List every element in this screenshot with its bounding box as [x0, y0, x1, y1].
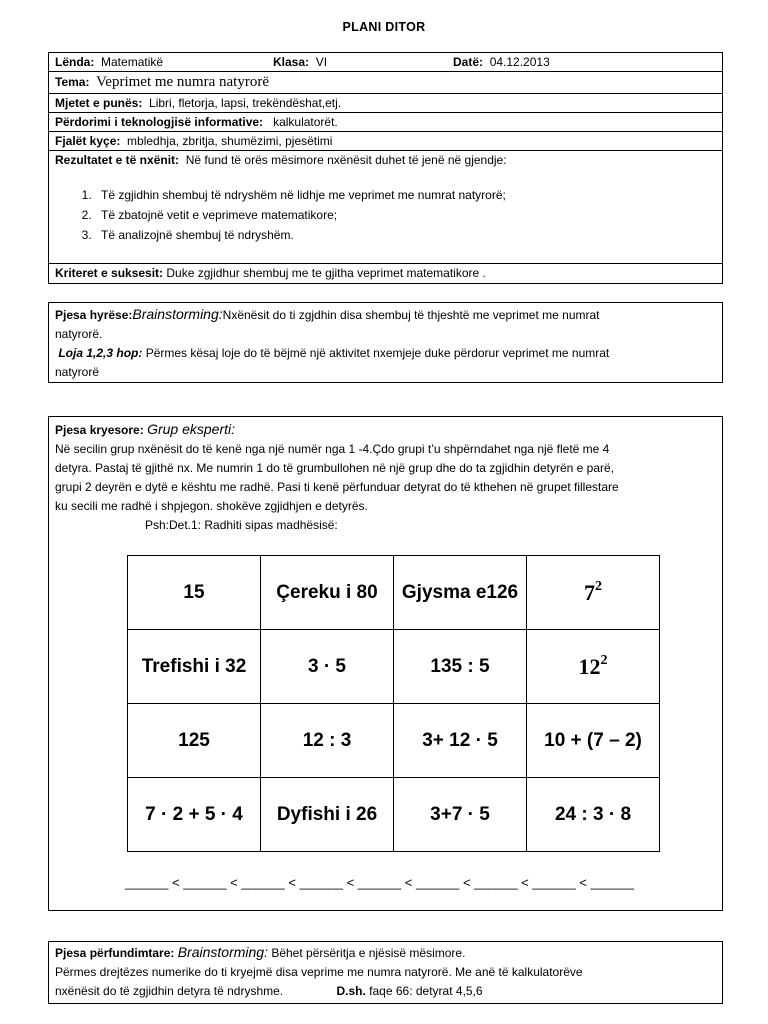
main-label: Pjesa kryesore:	[55, 423, 144, 437]
ordering-blanks: ______ < ______ < ______ < ______ < ______ < ______ < ______ < ______ < ______	[125, 875, 634, 890]
topic-row	[49, 72, 722, 94]
technology-value: kalkulatorët.	[273, 115, 338, 129]
game-line2: natyrorë	[55, 365, 100, 379]
intro-line1: Nxënësit do ti zgjdhin disa shembuj të thjeshtë me veprimet me numrat	[222, 308, 600, 322]
main-line: detyra. Pastaj të gjithë nx. Me numrin 1 do të grumbullohen në një grup dhe do ta zgjidhin detyrën e parë,	[55, 461, 615, 475]
grid-cell: Gjysma e126	[394, 556, 527, 630]
grid-cell: 3+7 · 5	[394, 778, 527, 852]
grid-row	[128, 630, 660, 704]
intro-label: Pjesa hyrëse:	[55, 308, 133, 322]
date-label: Datë:	[453, 55, 484, 69]
topic-label: Tema:	[55, 75, 90, 89]
closing-line3: nxënësit do të zgjidhin detyra të ndryshme.	[55, 984, 284, 998]
technology-row	[49, 113, 722, 132]
power-exponent: 2	[595, 579, 602, 594]
outcomes-value: Në fund të orës mësimore nxënësit duhet të jenë në gjendje:	[185, 153, 507, 167]
main-line: grupi 2 deyrën e dytë e kështu me radhë. Pasi ti kenë përfunduar detyrat do të kthehen në grupet fillestare	[55, 480, 619, 494]
grid-cell: Dyfishi i 26	[261, 778, 394, 852]
grid-cell: 125	[128, 704, 261, 778]
grid-cell: 15	[128, 556, 261, 630]
page-title: PLANI DITOR	[342, 20, 426, 34]
game-label: Loja 1,2,3 hop:	[58, 346, 143, 360]
criteria-row	[49, 264, 722, 284]
info-box	[48, 52, 723, 284]
keywords-row	[49, 132, 722, 151]
criteria-label: Kriteret e suksesit:	[55, 266, 164, 280]
subject-row	[49, 53, 722, 72]
intro-method: Brainstorming:	[132, 306, 223, 322]
class-label: Klasa:	[273, 55, 310, 69]
grid-row	[128, 778, 660, 852]
ordering-grid	[127, 555, 660, 852]
subject-value: Matematikë	[101, 55, 164, 69]
grid-cell: 24 : 3 · 8	[527, 778, 660, 852]
grid-cell: 12 : 3	[261, 704, 394, 778]
grid-cell: 7 · 2 + 5 · 4	[128, 778, 261, 852]
keywords-value: mbledhja, zbritja, shumëzimi, pjesëtimi	[127, 134, 333, 148]
objective-item: 2. Të zbatojnë vetit e veprimeve matematikore;	[95, 205, 716, 225]
main-method: Grup eksperti:	[147, 421, 236, 437]
homework-label: D.sh.	[336, 984, 366, 998]
main-section	[48, 416, 723, 911]
objectives-list	[55, 185, 716, 245]
outcomes-label: Rezultatet e të nxënit:	[55, 153, 180, 167]
technology-label: Përdorimi i teknologjisë informative:	[55, 115, 264, 129]
main-line: ku secili me radhë i shpjegon. shokëve zgjidhjen e detyrës.	[55, 499, 368, 513]
grid-cell: 10 + (7 – 2)	[527, 704, 660, 778]
grid-cell-power	[527, 630, 660, 704]
grid-row	[128, 556, 660, 630]
closing-label: Pjesa përfundimtare:	[55, 946, 175, 960]
intro-line2: natyrorë.	[55, 327, 103, 341]
grid-cell: Trefishi i 32	[128, 630, 261, 704]
criteria-value: Duke zgjidhur shembuj me te gjitha veprimet matematikore .	[166, 266, 486, 280]
example-label: Psh:Det.1: Radhiti sipas madhësisë:	[145, 518, 338, 532]
topic-value: Veprimet me numra natyrorë	[96, 74, 269, 90]
tools-value: Libri, fletorja, lapsi, trekëndëshat,etj.	[149, 96, 342, 110]
grid-cell-power	[527, 556, 660, 630]
tools-row	[49, 94, 722, 113]
main-line: Në secilin grup nxënësit do të kenë nga një numër nga 1 -4.Çdo grupi t’u shpërndahet nga një fletë me 4	[55, 442, 610, 456]
outcomes-row	[49, 151, 722, 264]
grid-cell: 3 · 5	[261, 630, 394, 704]
intro-section	[48, 302, 723, 383]
tools-label: Mjetet e punës:	[55, 96, 143, 110]
closing-method: Brainstorming:	[177, 944, 268, 960]
grid-cell: Çereku i 80	[261, 556, 394, 630]
class-value: VI	[315, 55, 328, 69]
grid-row	[128, 704, 660, 778]
objective-item: 3. Të analizojnë shembuj të ndryshëm.	[95, 225, 716, 245]
keywords-label: Fjalët kyçe:	[55, 134, 121, 148]
power-base: 12	[578, 654, 601, 679]
closing-line1: Bëhet përsëritja e njësisë mësimore.	[271, 946, 466, 960]
grid-cell: 3+ 12 · 5	[394, 704, 527, 778]
closing-line2: Përmes drejtëzes numerike do ti kryejmë disa veprime me numra natyrorë. Me anë të kalkulatorëve	[55, 965, 583, 979]
grid-cell: 135 : 5	[394, 630, 527, 704]
date-value: 04.12.2013	[489, 55, 550, 69]
closing-section	[48, 941, 723, 1004]
game-line1: Përmes kësaj loje do të bëjmë një aktivitet nxemjeje duke përdorur veprimet me numrat	[145, 346, 610, 360]
objective-item: 1. Të zgjidhin shembuj të ndryshëm në lidhje me veprimet me numrat natyrorë;	[95, 185, 716, 205]
power-base: 7	[584, 580, 595, 605]
subject-label: Lënda:	[55, 55, 95, 69]
power-exponent: 2	[600, 653, 608, 668]
homework-value: faqe 66: detyrat 4,5,6	[369, 984, 483, 998]
